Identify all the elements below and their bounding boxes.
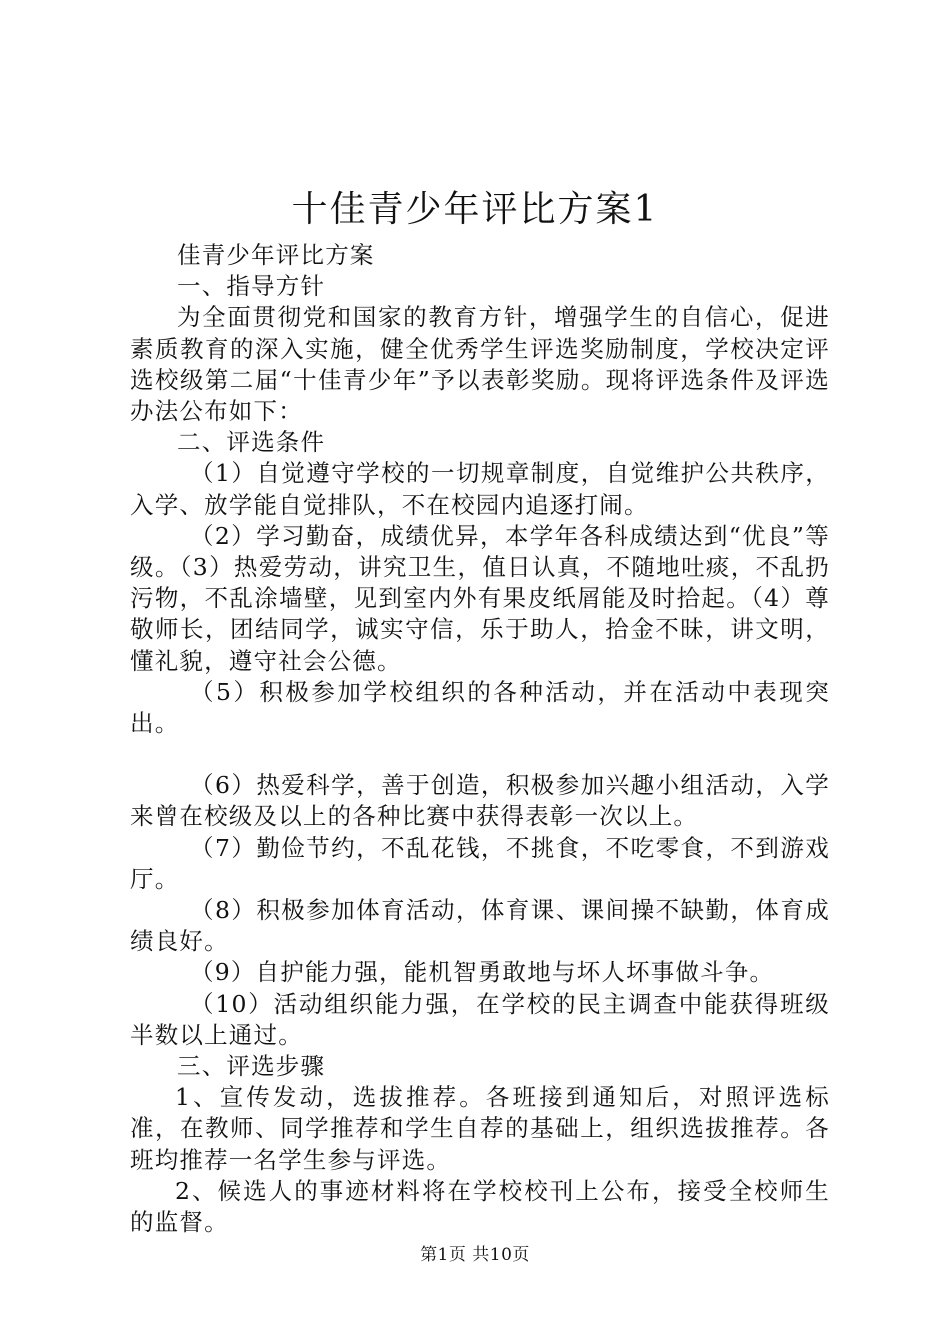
subtitle-paragraph: 佳青少年评比方案 [177,241,375,269]
document-body [130,240,830,1238]
criteria-item-5: （5）积极参加学校组织的各种活动，并在活动中表现突出。 [130,677,830,738]
criteria-item-2-4: （2）学习勤奋，成绩优异，本学年各科成绩达到“优良”等级。（3）热爱劳动，讲究卫生，值日认真，不随地吐痰，不乱扔污物，不乱涂墙壁，见到室内外有果皮纸屑能及时拾起。（4）尊敬师长，团结同学，诚实守信，乐于助人，拾金不昧，讲文明，懂礼貌，遵守社会公德。 [130,521,830,675]
section-heading-guidance: 一、指导方针 [177,272,326,301]
document-title: 十佳青少年评比方案1 [291,189,659,230]
step-2-paragraph: 2、候选人的事迹材料将在学校校刊上公布，接受全校师生的监督。 [130,1176,830,1237]
criteria-item-7: （7）勤俭节约，不乱花钱，不挑食，不吃零食，不到游戏厅。 [130,833,830,893]
criteria-item-6: （6）热爱科学，善于创造，积极参加兴趣小组活动，入学来曾在校级及以上的各种比赛中获得表彰一次以上。 [130,771,830,831]
criteria-item-9: （9）自护能力强，能机智勇敢地与坏人坏事做斗争。 [190,958,775,987]
page-footer: 第1页 共10页 [420,1245,530,1265]
section-heading-steps: 三、评选步骤 [177,1052,326,1081]
step-1-paragraph: 1、宣传发动，选拔推荐。各班接到通知后，对照评选标准，在教师、同学推荐和学生自荐的基础上，组织选拔推荐。各班均推荐一名学生参与评选。 [130,1083,830,1174]
section-heading-criteria: 二、评选条件 [177,428,326,457]
criteria-item-1: （1）自觉遵守学校的一切规章制度，自觉维护公共秩序，入学、放学能自觉排队，不在校园内追逐打闹。 [130,459,830,519]
guidance-paragraph: 为全面贯彻党和国家的教育方针，增强学生的自信心，促进素质教育的深入实施，健全优秀学生评选奖励制度，学校决定评选校级第二届“十佳青少年”予以表彰奖励。现将评选条件及评选办法公布如下： [130,303,830,426]
criteria-item-10: （10）活动组织能力强，在学校的民主调查中能获得班级半数以上通过。 [130,989,830,1049]
paragraph-gap [130,739,830,770]
criteria-item-8: （8）积极参加体育活动，体育课、课间操不缺勤，体育成绩良好。 [130,896,830,956]
